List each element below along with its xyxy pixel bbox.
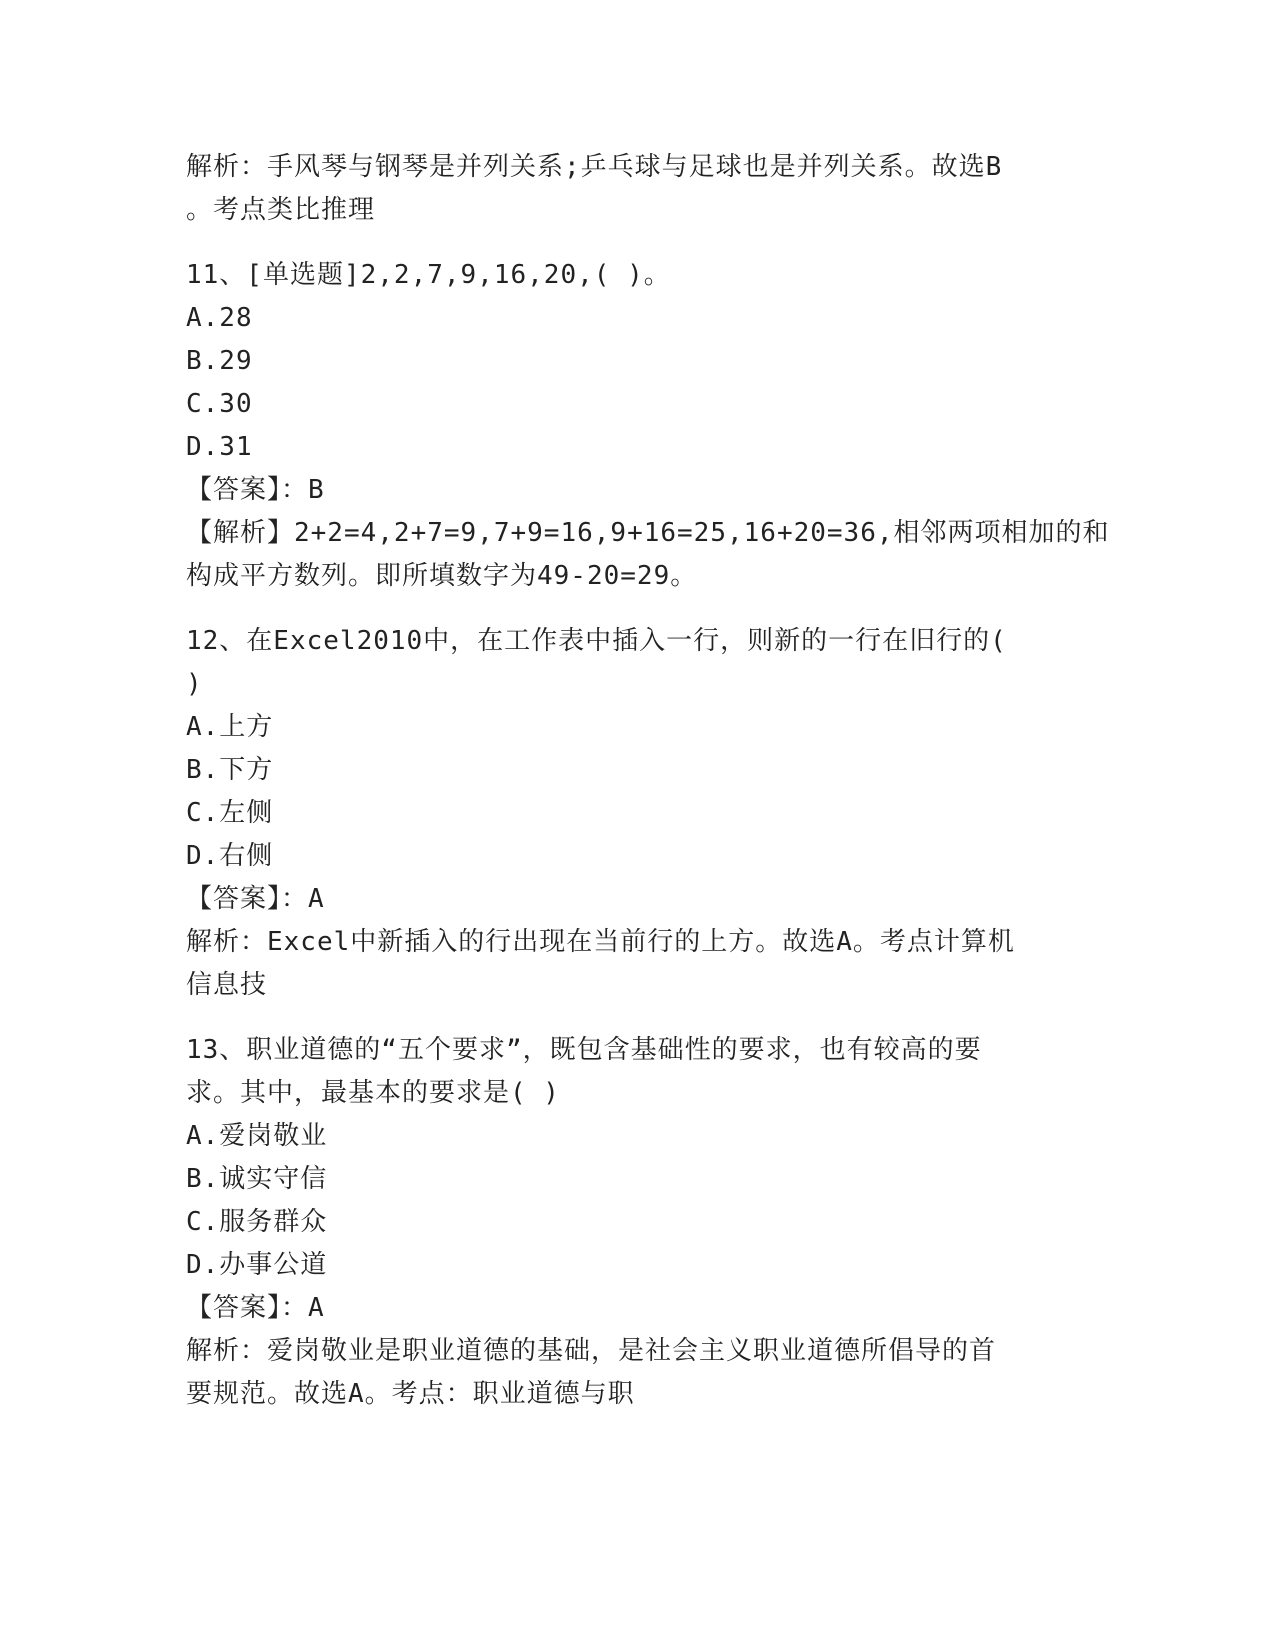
option-c: C.服务群众 — [186, 1207, 328, 1237]
question-12 — [186, 620, 1076, 1007]
analysis-line: 。考点类比推理 — [186, 195, 376, 225]
option-a: A.28 — [186, 303, 253, 333]
analysis-line: 要规范。故选A。考点：职业道德与职 — [186, 1379, 635, 1409]
question-stem: 13、职业道德的“五个要求”，既包含基础性的要求，也有较高的要 — [186, 1035, 982, 1065]
answer: 【答案】：A — [186, 1293, 325, 1323]
question-stem: 求。其中，最基本的要求是( ) — [186, 1078, 560, 1108]
question-stem: 12、在Excel2010中，在工作表中插入一行，则新的一行在旧行的( — [186, 626, 1007, 656]
page-content — [186, 146, 1110, 1416]
answer: 【答案】：A — [186, 884, 325, 914]
question-13 — [186, 1029, 1076, 1416]
question-stem: ) — [186, 669, 203, 699]
option-d: D.右侧 — [186, 841, 274, 871]
analysis-line: 解析：Excel中新插入的行出现在当前行的上方。故选A。考点计算机 — [186, 927, 1015, 957]
option-b: B.29 — [186, 346, 253, 376]
question-11 — [186, 254, 1110, 598]
option-d: D.办事公道 — [186, 1250, 328, 1280]
analysis-line: 【解析】2+2=4,2+7=9,7+9=16,9+16=25,16+20=36,相邻两项相加的和 — [186, 518, 1110, 548]
option-c: C.左侧 — [186, 798, 274, 828]
analysis-line: 解析：手风琴与钢琴是并列关系;乒乓球与足球也是并列关系。故选B — [186, 152, 1003, 182]
option-b: B.诚实守信 — [186, 1164, 328, 1194]
option-d: D.31 — [186, 432, 253, 462]
option-c: C.30 — [186, 389, 253, 419]
analysis-line: 信息技 — [186, 970, 268, 1000]
analysis-line: 构成平方数列。即所填数字为49-20=29。 — [186, 561, 698, 591]
prev-analysis — [186, 146, 1076, 232]
analysis-line: 解析：爱岗敬业是职业道德的基础，是社会主义职业道德所倡导的首 — [186, 1336, 997, 1366]
option-a: A.上方 — [186, 712, 274, 742]
option-a: A.爱岗敬业 — [186, 1121, 328, 1151]
question-stem: 11、[单选题]2,2,7,9,16,20,( )。 — [186, 260, 671, 290]
answer: 【答案】：B — [186, 475, 325, 505]
option-b: B.下方 — [186, 755, 274, 785]
